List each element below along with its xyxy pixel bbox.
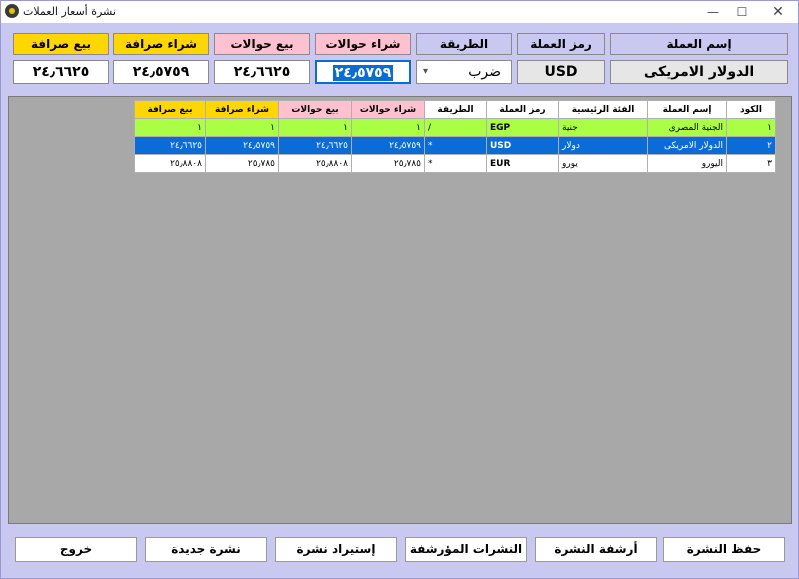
header-sell-exchange: بيع صرافة xyxy=(13,33,109,55)
header-buy-transfers: شراء حوالات xyxy=(315,33,411,55)
table-header-row xyxy=(135,101,776,119)
col-currency-code[interactable]: رمز العملة xyxy=(487,101,559,119)
cell[interactable]: / xyxy=(425,119,487,137)
header-buy-exchange: شراء صرافة xyxy=(113,33,209,55)
cell[interactable]: EUR xyxy=(487,155,559,173)
cell[interactable]: دولار xyxy=(559,137,648,155)
cell[interactable]: ١ xyxy=(352,119,425,137)
cell[interactable]: ٢٤٫٦٦٢٥ xyxy=(279,137,352,155)
exit-button[interactable]: خروج xyxy=(15,537,137,562)
header-currency-name: إسم العملة xyxy=(610,33,788,55)
cell[interactable]: * xyxy=(425,137,487,155)
close-button[interactable]: ✕ xyxy=(772,4,784,20)
cell[interactable]: ١ xyxy=(206,119,279,137)
col-main-category[interactable]: الفئة الرئيسية xyxy=(559,101,648,119)
cell[interactable]: ١ xyxy=(279,119,352,137)
col-sell-transfers[interactable]: بيع حوالات xyxy=(279,101,352,119)
currency-table xyxy=(134,100,776,173)
cell[interactable]: ٢٥٫٨٨٠٨ xyxy=(279,155,352,173)
method-select[interactable] xyxy=(416,60,512,84)
col-currency-name[interactable]: إسم العملة xyxy=(648,101,727,119)
cell[interactable]: ٢٥٫٧٨٥ xyxy=(206,155,279,173)
cell[interactable]: اليورو xyxy=(648,155,727,173)
buy-exchange-field[interactable]: ٢٤٫٥٧٥٩ xyxy=(113,60,209,84)
maximize-button[interactable]: ☐ xyxy=(736,5,748,19)
col-sell-exchange[interactable]: بيع صرافة xyxy=(135,101,206,119)
archive-bulletin-button[interactable]: أرشفة النشرة xyxy=(535,537,657,562)
col-buy-exchange[interactable]: شراء صرافة xyxy=(206,101,279,119)
header-currency-code: رمز العملة xyxy=(517,33,605,55)
minimize-button[interactable]: — xyxy=(707,5,719,19)
new-bulletin-button[interactable]: نشرة جديدة xyxy=(145,537,267,562)
chevron-down-icon[interactable]: ▾ xyxy=(423,66,429,77)
header-method: الطريقة xyxy=(416,33,512,55)
cell[interactable]: الدولار الامريكى xyxy=(648,137,727,155)
cell[interactable]: EGP xyxy=(487,119,559,137)
table-row[interactable] xyxy=(135,155,776,173)
table-row[interactable] xyxy=(135,119,776,137)
cell[interactable]: ٢٤٫٦٦٢٥ xyxy=(135,137,206,155)
buy-transfers-field[interactable] xyxy=(315,60,411,84)
currency-name-field[interactable]: الدولار الامريكى xyxy=(610,60,788,84)
cell[interactable]: ١ xyxy=(135,119,206,137)
action-buttons-panel xyxy=(10,532,790,570)
cell[interactable]: يورو xyxy=(559,155,648,173)
cell[interactable]: ١ xyxy=(727,119,776,137)
header-sell-transfers: بيع حوالات xyxy=(214,33,310,55)
cell[interactable]: * xyxy=(425,155,487,173)
import-bulletin-button[interactable]: إستيراد نشرة xyxy=(275,537,397,562)
col-buy-transfers[interactable]: شراء حوالات xyxy=(352,101,425,119)
save-bulletin-button[interactable]: حفظ النشرة xyxy=(663,537,785,562)
sell-exchange-field[interactable]: ٢٤٫٦٦٢٥ xyxy=(13,60,109,84)
archived-bulletins-button[interactable]: النشرات المؤرشفة xyxy=(405,537,527,562)
sell-transfers-field[interactable]: ٢٤٫٦٦٢٥ xyxy=(214,60,310,84)
cell[interactable]: ٢ xyxy=(727,137,776,155)
cell[interactable]: ٣ xyxy=(727,155,776,173)
cell[interactable]: ٢٤٫٥٧٥٩ xyxy=(206,137,279,155)
col-method[interactable]: الطريقة xyxy=(425,101,487,119)
currency-entry-panel xyxy=(10,29,790,87)
window-title: نشرة أسعار العملات xyxy=(23,5,116,18)
method-value: ضرب xyxy=(468,64,501,80)
buy-transfers-selected-text: ٢٤٫٥٧٥٩ xyxy=(334,65,392,81)
col-code[interactable]: الكود xyxy=(727,101,776,119)
cell[interactable]: ٢٤٫٥٧٥٩ xyxy=(352,137,425,155)
cell[interactable]: الجنية المصرى xyxy=(648,119,727,137)
cell[interactable]: جنية xyxy=(559,119,648,137)
currency-code-field[interactable]: USD xyxy=(517,60,605,84)
cell[interactable]: USD xyxy=(487,137,559,155)
cell[interactable]: ٢٥٫٧٨٥ xyxy=(352,155,425,173)
app-icon xyxy=(5,4,19,18)
title-bar[interactable] xyxy=(1,1,798,23)
table-row-selected[interactable] xyxy=(135,137,776,155)
cell[interactable]: ٢٥٫٨٨٠٨ xyxy=(135,155,206,173)
currency-grid-area[interactable] xyxy=(8,96,792,524)
